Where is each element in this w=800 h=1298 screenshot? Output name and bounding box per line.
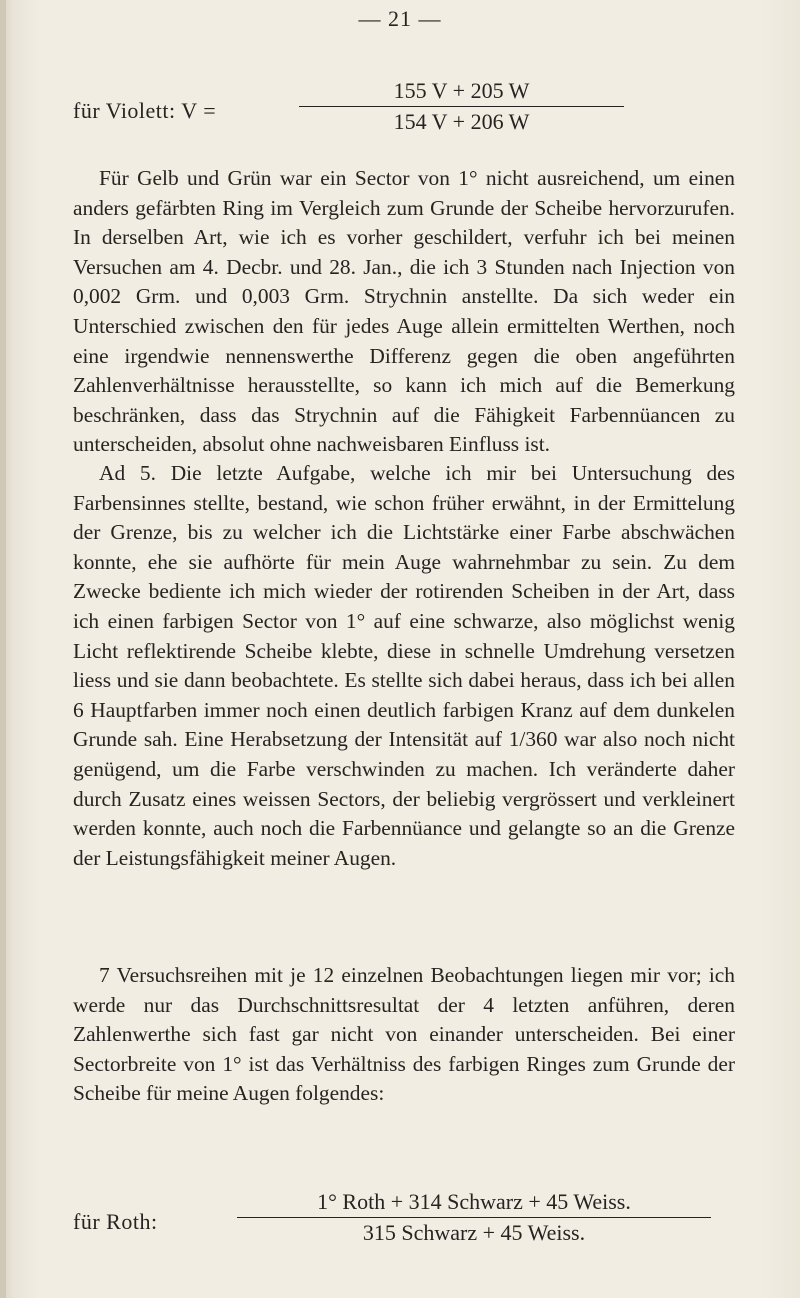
- paragraph-versuchsreihen: 7 Versuchsreihen mit je 12 einzelnen Beobachtungen liegen mir vor; ich werde nur das Durchschnittsresultat der 4 letzten anführen, deren Zahlenwerthe sich fast gar nicht von einander unterscheiden. Bei einer Sectorbreite von 1° ist das Verhältniss des farbigen Ringes zum Grunde der Scheibe für meine Augen folgendes:: [73, 963, 735, 1106]
- paragraph-gelb-gruen: Für Gelb und Grün war ein Sector von 1° nicht ausreichend, um einen anders gefärbten Ring im Vergleich zum Grunde der Scheibe hervorzurufen. In derselben Art, wie ich es vorher geschildert, verfuhr ich bei meinen Versuchen am 4. Decbr. und 28. Jan., die ich 3 Stunden nach Injection von 0,002 Grm. und 0,003 Grm. Strychnin anstellte. Da sich weder ein Unterschied zwischen den für jedes Auge allein ermittelten Werthen, noch eine irgendwie nennenswerthe Differenz gegen die oben angeführten Zahlenverhältnisse herausstellte, so kann ich mich auf die Bemerkung beschränken, dass das Strychnin auf die Fähigkeit Farbennüancen zu unterscheiden, absolut ohne nachweisbaren Einfluss ist.: [73, 166, 735, 457]
- formula-violett-denominator: 154 V + 206 W: [393, 109, 530, 134]
- formula-roth-label: für Roth:: [73, 1209, 158, 1234]
- formula-roth-fraction: [237, 1189, 711, 1246]
- formula-violett-numerator: 155 V + 205 W: [299, 78, 624, 107]
- formula-roth-numerator: 1° Roth + 314 Schwarz + 45 Weiss.: [237, 1189, 711, 1218]
- formula-violett-fraction: [299, 78, 624, 135]
- formula-violett: [73, 78, 633, 158]
- page-spine-shadow: [0, 0, 6, 1298]
- page-number: — 21 —: [358, 6, 442, 31]
- formula-roth-denominator: 315 Schwarz + 45 Weiss.: [362, 1220, 586, 1245]
- formula-violett-label: für Violett: V =: [73, 98, 217, 123]
- formula-roth: [73, 1189, 713, 1269]
- paragraph-ad-5: Ad 5. Die letzte Aufgabe, welche ich mir bei Untersuchung des Farbensinnes stellte, bestand, wie schon früher erwähnt, in der Ermittelung der Grenze, bis zu welcher ich die Lichtstärke einer Farbe abschwächen konnte, ehe sie aufhörte für mein Auge wahrnehmbar zu sein. Zu dem Zwecke bediente ich mich wieder der rotirenden Scheiben in der Art, dass ich einen farbigen Sector von 1° auf eine schwarze, also möglichst wenig Licht reflektirende Scheibe klebte, diese in schnelle Umdrehung versetzen liess und sie dann beobachtete. Es stellte sich dabei heraus, dass ich bei allen 6 Hauptfarben immer noch einen deutlich farbigen Kranz auf dem dunkelen Grunde sah. Eine Herabsetzung der Intensität auf 1/360 war also noch nicht genügend, um die Farbe verschwinden zu machen. Ich veränderte daher durch Zusatz eines weissen Sectors, der beliebig vergrössert und verkleinert werden konnte, auch noch die Farbennüance und gelangte so an die Grenze der Leistungsfähigkeit meiner Augen.: [73, 461, 735, 870]
